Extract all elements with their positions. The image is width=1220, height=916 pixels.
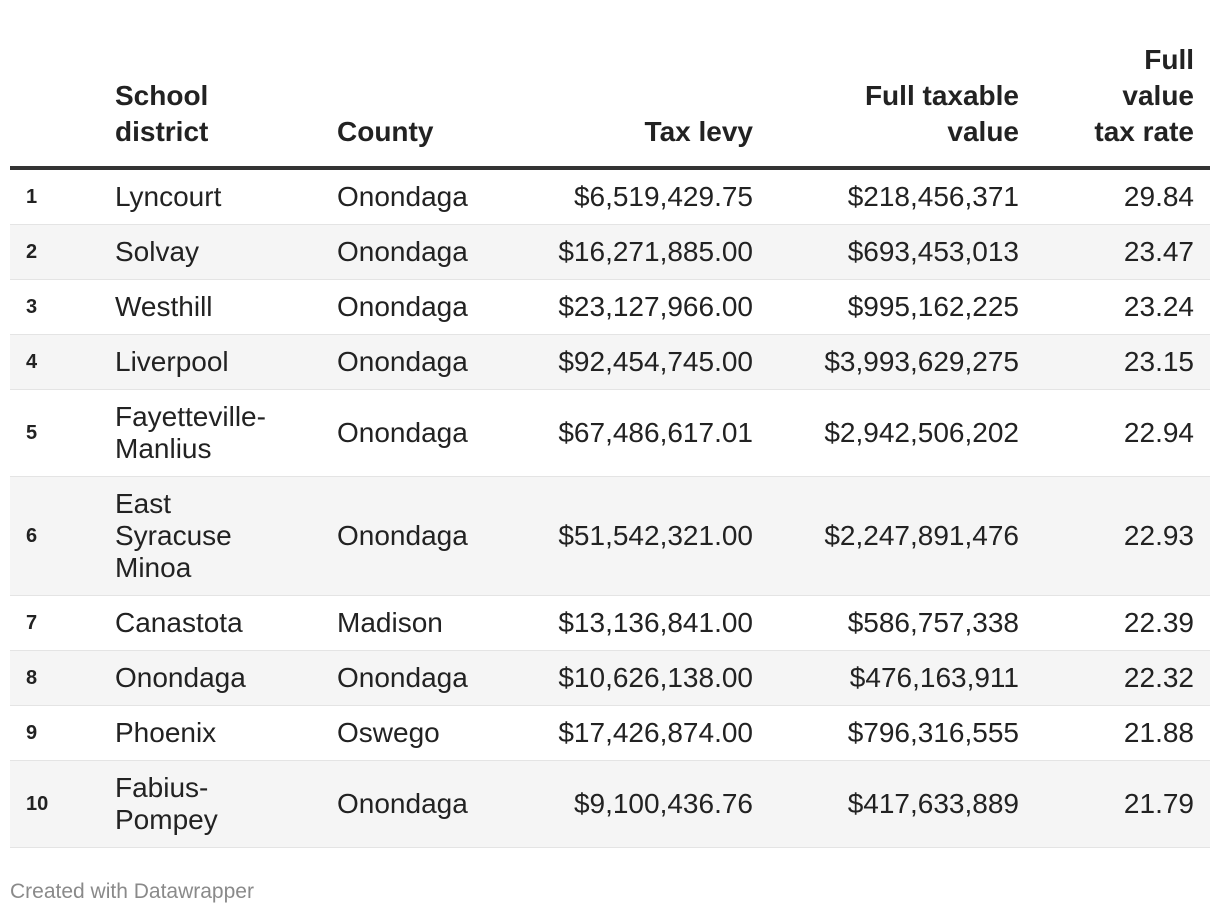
table-row — [10, 706, 1210, 761]
cell-county: Oswego — [337, 706, 503, 761]
cell-full-taxable-value: $3,993,629,275 — [753, 335, 1019, 390]
cell-full-taxable-value: $796,316,555 — [753, 706, 1019, 761]
table-body — [10, 168, 1210, 848]
cell-tax-levy: $6,519,429.75 — [503, 168, 753, 225]
cell-school-district: Liverpool — [115, 335, 337, 390]
cell-school-district: Phoenix — [115, 706, 337, 761]
table-row — [10, 390, 1210, 477]
cell-county: Onondaga — [337, 280, 503, 335]
cell-full-value-tax-rate: 29.84 — [1019, 168, 1210, 225]
cell-full-value-tax-rate: 21.79 — [1019, 761, 1210, 848]
cell-full-value-tax-rate: 21.88 — [1019, 706, 1210, 761]
cell-full-value-tax-rate: 23.47 — [1019, 225, 1210, 280]
header-full-value-tax-rate: Full value tax rate — [1019, 42, 1210, 168]
table-row — [10, 761, 1210, 848]
cell-tax-levy: $10,626,138.00 — [503, 651, 753, 706]
table-row — [10, 225, 1210, 280]
cell-full-value-tax-rate: 22.32 — [1019, 651, 1210, 706]
cell-school-district: Lyncourt — [115, 168, 337, 225]
cell-tax-levy: $51,542,321.00 — [503, 477, 753, 596]
table-row — [10, 280, 1210, 335]
cell-county: Onondaga — [337, 390, 503, 477]
cell-county: Onondaga — [337, 477, 503, 596]
cell-county: Madison — [337, 596, 503, 651]
cell-full-value-tax-rate: 22.93 — [1019, 477, 1210, 596]
cell-rank: 6 — [10, 477, 115, 596]
table-row — [10, 596, 1210, 651]
cell-full-value-tax-rate: 22.94 — [1019, 390, 1210, 477]
cell-rank: 8 — [10, 651, 115, 706]
cell-school-district: East Syracuse Minoa — [115, 477, 337, 596]
cell-tax-levy: $16,271,885.00 — [503, 225, 753, 280]
table-row — [10, 168, 1210, 225]
cell-full-value-tax-rate: 23.15 — [1019, 335, 1210, 390]
cell-school-district: Onondaga — [115, 651, 337, 706]
table-header-row — [10, 42, 1210, 168]
header-county: County — [337, 42, 503, 168]
cell-rank: 10 — [10, 761, 115, 848]
cell-school-district: Canastota — [115, 596, 337, 651]
cell-full-taxable-value: $586,757,338 — [753, 596, 1019, 651]
cell-tax-levy: $9,100,436.76 — [503, 761, 753, 848]
cell-tax-levy: $13,136,841.00 — [503, 596, 753, 651]
cell-county: Onondaga — [337, 225, 503, 280]
cell-rank: 3 — [10, 280, 115, 335]
cell-rank: 7 — [10, 596, 115, 651]
cell-full-taxable-value: $218,456,371 — [753, 168, 1019, 225]
cell-school-district: Fayetteville- Manlius — [115, 390, 337, 477]
cell-tax-levy: $92,454,745.00 — [503, 335, 753, 390]
cell-full-taxable-value: $693,453,013 — [753, 225, 1019, 280]
header-full-taxable-value: Full taxable value — [753, 42, 1019, 168]
header-school-district: School district — [115, 42, 337, 168]
cell-school-district: Fabius- Pompey — [115, 761, 337, 848]
table-row — [10, 335, 1210, 390]
footer-credit: Created with Datawrapper — [10, 880, 254, 903]
cell-tax-levy: $23,127,966.00 — [503, 280, 753, 335]
cell-rank: 5 — [10, 390, 115, 477]
cell-rank: 9 — [10, 706, 115, 761]
cell-school-district: Solvay — [115, 225, 337, 280]
cell-tax-levy: $67,486,617.01 — [503, 390, 753, 477]
cell-rank: 1 — [10, 168, 115, 225]
cell-school-district: Westhill — [115, 280, 337, 335]
cell-rank: 4 — [10, 335, 115, 390]
cell-full-taxable-value: $417,633,889 — [753, 761, 1019, 848]
cell-county: Onondaga — [337, 168, 503, 225]
cell-county: Onondaga — [337, 761, 503, 848]
table-container — [10, 42, 1210, 848]
cell-full-taxable-value: $995,162,225 — [753, 280, 1019, 335]
header-rank — [10, 42, 115, 168]
cell-county: Onondaga — [337, 651, 503, 706]
table-row — [10, 651, 1210, 706]
cell-tax-levy: $17,426,874.00 — [503, 706, 753, 761]
cell-rank: 2 — [10, 225, 115, 280]
cell-full-taxable-value: $2,942,506,202 — [753, 390, 1019, 477]
header-tax-levy: Tax levy — [503, 42, 753, 168]
cell-full-taxable-value: $2,247,891,476 — [753, 477, 1019, 596]
cell-full-taxable-value: $476,163,911 — [753, 651, 1019, 706]
cell-county: Onondaga — [337, 335, 503, 390]
cell-full-value-tax-rate: 23.24 — [1019, 280, 1210, 335]
tax-rate-table — [10, 42, 1210, 848]
cell-full-value-tax-rate: 22.39 — [1019, 596, 1210, 651]
table-row — [10, 477, 1210, 596]
